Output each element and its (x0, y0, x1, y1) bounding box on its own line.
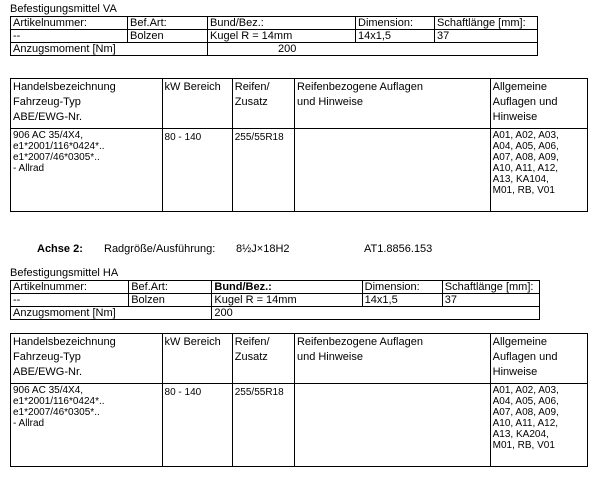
header-dimension: Dimension: (356, 17, 435, 30)
header-line: Auflagen und (492, 351, 558, 363)
header-line: Reifenbezogene Auflagen (296, 81, 423, 93)
vehicle-header-reifen (232, 79, 294, 129)
vehicle-allgemein (490, 384, 587, 467)
allgemein-line: A10, A11, A12, (492, 163, 559, 174)
header-line: Fahrzeug-Typ (13, 96, 81, 108)
header-schaft: Schaftlänge [mm]: (435, 17, 538, 30)
allgemein-line: M01, RB, V01 (492, 185, 555, 196)
vehicle-line: 906 AC 35/4X4, (13, 385, 84, 396)
vehicle-kw: 80 - 140 (162, 129, 232, 212)
torque-value: 200 (208, 43, 538, 56)
allgemein-line: A07, A08, A09, (492, 152, 559, 163)
vehicle-header-auflagen (294, 79, 490, 129)
vehicle-header-allgemein (490, 79, 587, 129)
vehicle-table-va (10, 78, 588, 212)
allgemein-line: A04, A05, A06, (492, 141, 559, 152)
vehicle-header-allgemein (490, 334, 587, 384)
header-schaft: Schaftlänge [mm]: (442, 281, 539, 294)
header-dimension: Dimension: (362, 281, 442, 294)
allgemein-line: A01, A02, A03, (492, 130, 559, 141)
vehicle-header-kw: kW Bereich (162, 334, 232, 384)
torque-label: Anzugsmoment [Nm] (11, 43, 208, 56)
vehicle-line: e1*2007/46*0305*.. (13, 407, 100, 418)
allgemein-line: M01, RB, V01 (492, 440, 555, 451)
torque-value: 200 (212, 307, 540, 320)
header-line: Zusatz (234, 351, 268, 363)
header-line: und Hinweise (296, 96, 363, 108)
value-befart: Bolzen (129, 294, 212, 307)
header-line: Hinweise (492, 111, 538, 123)
vehicle-header-kw: kW Bereich (162, 79, 232, 129)
allgemein-line: A13, KA104, (492, 174, 549, 185)
value-schaft: 37 (435, 30, 538, 43)
value-befart: Bolzen (128, 30, 208, 43)
header-befart: Bef.Art: (128, 17, 208, 30)
vehicle-line: e1*2001/116*0424*.. (13, 396, 105, 407)
value-bund: Kugel R = 14mm (208, 30, 356, 43)
vehicle-reifen: 255/55R18 (232, 129, 294, 212)
allgemein-line: A13, KA204, (492, 429, 549, 440)
section-title-va: Befestigungsmittel VA (10, 3, 117, 15)
vehicle-handels (11, 384, 163, 467)
allgemein-line: A10, A11, A12, (492, 418, 559, 429)
allgemein-line: A01, A02, A03, (492, 385, 559, 396)
header-line: Fahrzeug-Typ (13, 351, 81, 363)
header-line: Reifenbezogene Auflagen (296, 336, 423, 348)
vehicle-header-handels (11, 79, 163, 129)
vehicle-auflagen (294, 129, 490, 212)
vehicle-line: e1*2001/116*0424*.. (13, 141, 105, 152)
value-artikel: -- (11, 30, 128, 43)
header-artikel: Artikelnummer: (11, 17, 128, 30)
header-line: Handelsbezeichnung (13, 336, 116, 348)
allgemein-line: A04, A05, A06, (492, 396, 559, 407)
header-artikel: Artikelnummer: (11, 281, 129, 294)
header-line: Auflagen und (492, 96, 558, 108)
header-bund: Bund/Bez.: (208, 17, 356, 30)
vehicle-handels (11, 129, 163, 212)
header-bund: Bund/Bez.: (212, 281, 362, 294)
value-bund: Kugel R = 14mm (212, 294, 362, 307)
vehicle-header-handels (11, 334, 163, 384)
vehicle-kw: 80 - 140 (162, 384, 232, 467)
allgemein-line: A07, A08, A09, (492, 407, 559, 418)
achse-groesse-label: Radgröße/Ausführung: (104, 243, 216, 255)
vehicle-line: - Allrad (13, 163, 45, 174)
vehicle-line: - Allrad (13, 418, 45, 429)
header-line: und Hinweise (296, 351, 363, 363)
achse-groesse-value: 8½J×18H2 (236, 243, 290, 255)
value-dimension: 14x1,5 (362, 294, 442, 307)
vehicle-reifen: 255/55R18 (232, 384, 294, 467)
vehicle-table-ha (10, 333, 588, 467)
section-title-ha: Befestigungsmittel HA (10, 267, 119, 279)
header-line: Handelsbezeichnung (13, 81, 116, 93)
header-line: Allgemeine (492, 81, 548, 93)
vehicle-auflagen (294, 384, 490, 467)
vehicle-line: 906 AC 35/4X4, (13, 130, 84, 141)
header-line: ABE/EWG-Nr. (13, 111, 83, 123)
header-line: Reifen/ (234, 336, 270, 348)
value-artikel: -- (11, 294, 129, 307)
fastener-table-va (10, 16, 538, 56)
header-line: Allgemeine (492, 336, 548, 348)
header-line: ABE/EWG-Nr. (13, 366, 83, 378)
vehicle-header-auflagen (294, 334, 490, 384)
achse-code: AT1.8856.153 (364, 243, 433, 255)
value-dimension: 14x1,5 (356, 30, 435, 43)
vehicle-line: e1*2007/46*0305*.. (13, 152, 100, 163)
fastener-table-ha (10, 280, 540, 320)
achse-label: Achse 2: (37, 243, 83, 255)
header-line: Zusatz (234, 96, 268, 108)
torque-label: Anzugsmoment [Nm] (11, 307, 212, 320)
vehicle-header-reifen (232, 334, 294, 384)
header-line: Reifen/ (234, 81, 270, 93)
vehicle-allgemein (490, 129, 587, 212)
header-befart: Bef.Art: (129, 281, 212, 294)
header-line: Hinweise (492, 366, 538, 378)
value-schaft: 37 (442, 294, 539, 307)
